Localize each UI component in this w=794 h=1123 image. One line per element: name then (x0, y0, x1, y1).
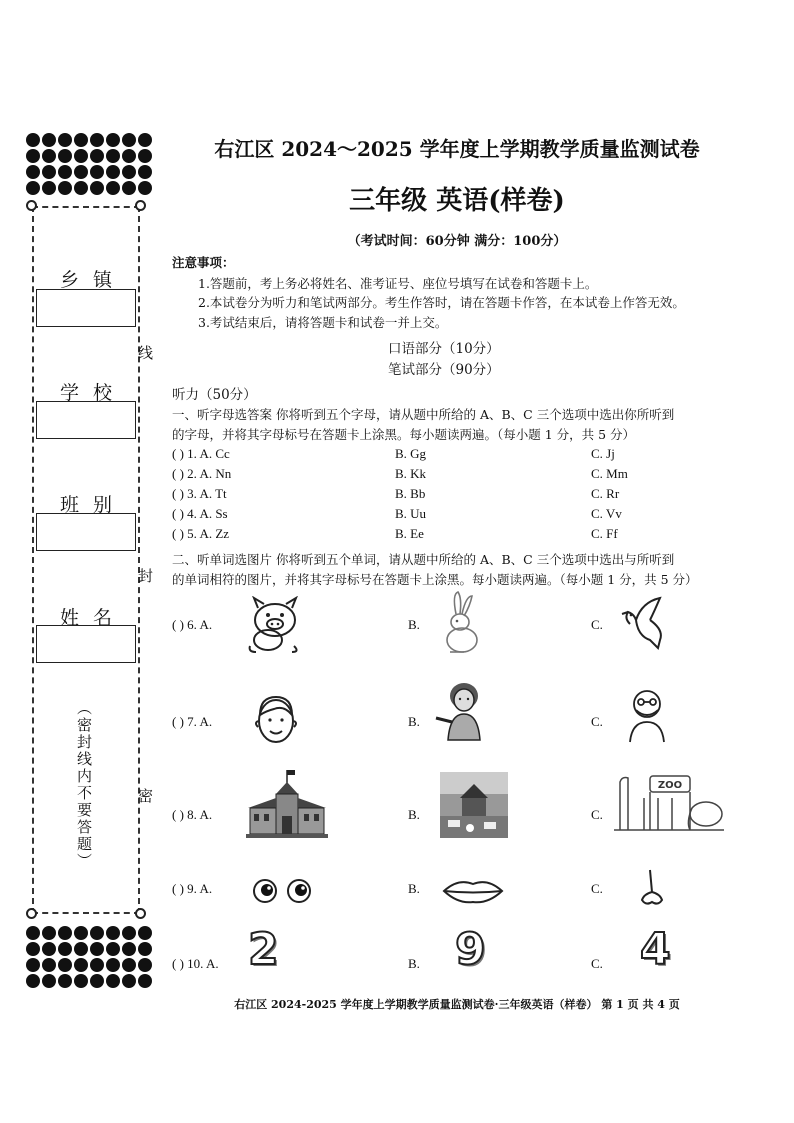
notice-item: 1.答题前，考上务必将姓名、准考证号、座位号填写在试卷和答题卡上。 (198, 276, 598, 291)
binding-dot (90, 974, 104, 988)
option-c: C. (591, 714, 603, 729)
question-5: ( ) 5. A. Zz (172, 526, 230, 541)
rabbit-picture (438, 590, 484, 656)
binding-dot (42, 165, 56, 179)
option-b: B. Uu (395, 506, 427, 521)
class-field[interactable] (36, 513, 136, 551)
question-6: ( ) 6. A. (172, 617, 213, 632)
binding-dot (58, 958, 72, 972)
binding-dot (122, 181, 136, 195)
eyes-picture (250, 876, 314, 906)
seal-ring (135, 908, 146, 919)
name-field[interactable] (36, 625, 136, 663)
binding-dot (106, 942, 120, 956)
binding-dot (42, 974, 56, 988)
binding-dot (106, 958, 120, 972)
listening-heading: 听力（50分） (172, 387, 257, 403)
written-part-label: 笔试部分（90分） (388, 362, 500, 378)
zoo-picture (614, 772, 724, 834)
question-8: ( ) 8. A. (172, 807, 213, 822)
exam-title: 右江区 2024～2025 学年度上学期教学质量监测试卷 (214, 137, 700, 161)
binding-dot (58, 133, 72, 147)
number-image-b: 9 (455, 924, 486, 975)
binding-dot (42, 942, 56, 956)
seal-ring (135, 200, 146, 211)
binding-dot (26, 165, 40, 179)
pig-picture (244, 596, 306, 654)
field-label-township: 乡镇 (59, 269, 126, 291)
binding-dot (106, 181, 120, 195)
seal-char-seal: 封 (138, 567, 154, 585)
binding-dot (58, 181, 72, 195)
binding-dot (26, 926, 40, 940)
field-label-school: 学校 (59, 382, 126, 404)
binding-dot (74, 958, 88, 972)
school-picture (246, 768, 328, 840)
binding-dot (58, 974, 72, 988)
binding-dot (122, 958, 136, 972)
binding-dot (138, 181, 152, 195)
seal-char-line: 线 (138, 344, 154, 362)
binding-dot (58, 149, 72, 163)
binding-dot (42, 149, 56, 163)
binding-dot (122, 942, 136, 956)
option-b: B. Gg (395, 446, 427, 461)
section1-instructions: 一、听字母选答案 你将听到五个字母，请从题中所给的 A、B、C 三个选项中选出你所听到 (172, 407, 675, 422)
binding-dot (106, 926, 120, 940)
oral-part-label: 口语部分（10分） (388, 341, 500, 357)
option-b: B. Ee (395, 526, 424, 541)
boy-face-picture (252, 691, 300, 747)
binding-dot (26, 133, 40, 147)
exam-subtitle: 三年级 英语(样卷) (349, 186, 565, 216)
farm-picture (440, 772, 508, 838)
question-10: ( ) 10. A. (172, 956, 219, 971)
binding-dot (74, 942, 88, 956)
binding-dot (138, 974, 152, 988)
binding-dot (26, 181, 40, 195)
notice-heading: 注意事项： (172, 255, 235, 270)
binding-dot (58, 942, 72, 956)
question-1: ( ) 1. A. Cc (172, 446, 230, 461)
binding-dot (42, 958, 56, 972)
option-c: C. Mm (591, 466, 628, 481)
notice-item: 2.本试卷分为听力和笔试两部分。考生作答时，请在答题卡作答，在本试卷上作答无效。 (198, 295, 685, 310)
seal-warning: （密封线内不要答题） (75, 700, 93, 870)
binding-dot (90, 942, 104, 956)
mouth-picture (442, 878, 504, 904)
option-c: C. Rr (591, 486, 620, 501)
binding-dot (74, 133, 88, 147)
option-c: C. (591, 881, 603, 896)
binding-dot (138, 133, 152, 147)
option-c: C. (591, 807, 603, 822)
seal-char-secret: 密 (138, 787, 154, 805)
township-field[interactable] (36, 289, 136, 327)
option-b: B. (408, 617, 420, 632)
binding-dot (106, 149, 120, 163)
old-man-picture (622, 684, 672, 744)
section1-instructions: 的字母，并将其字母标号在答题卡上涂黑。每小题读两遍。（每小题 1 分，共 5 分） (172, 427, 636, 442)
binding-dot (74, 974, 88, 988)
option-b: B. (408, 714, 420, 729)
option-b: B. (408, 956, 420, 971)
binding-dots-top (26, 133, 150, 195)
option-c: C. Vv (591, 506, 622, 521)
exam-info: （考试时间：60分钟 满分：100分） (347, 234, 567, 249)
field-label-name: 姓名 (59, 607, 126, 629)
option-b: B. (408, 807, 420, 822)
woman-picture (430, 680, 494, 744)
option-b: B. Bb (395, 486, 426, 501)
section2-instructions: 二、听单词选图片 你将听到五个单词，请从题中所给的 A、B、C 三个选项中选出与所听到 (172, 552, 675, 567)
seal-ring (26, 200, 37, 211)
nose-picture (634, 868, 670, 908)
school-field[interactable] (36, 401, 136, 439)
binding-dot (26, 149, 40, 163)
binding-dot (74, 926, 88, 940)
page-footer: 右江区 2024-2025 学年度上学期教学质量监测试卷·三年级英语（样卷） 第 1 页 共 4 页 (234, 998, 680, 1011)
binding-dot (74, 149, 88, 163)
binding-dot (122, 149, 136, 163)
binding-dot (26, 974, 40, 988)
number-image-c: 4 (640, 924, 671, 975)
question-9: ( ) 9. A. (172, 881, 213, 896)
binding-dot (138, 942, 152, 956)
binding-dot (138, 149, 152, 163)
question-7: ( ) 7. A. (172, 714, 213, 729)
binding-dot (122, 165, 136, 179)
binding-dot (90, 181, 104, 195)
binding-dot (90, 926, 104, 940)
binding-dot (106, 165, 120, 179)
section2-instructions: 的单词相符的图片，并将其字母标号在答题卡上涂黑。每小题读两遍。（每小题 1 分，共 5 分） (172, 572, 698, 587)
option-b: B. (408, 881, 420, 896)
binding-dot (122, 974, 136, 988)
option-c: C. Ff (591, 526, 618, 541)
binding-dot (138, 165, 152, 179)
binding-dot (58, 926, 72, 940)
binding-dot (74, 181, 88, 195)
binding-dot (42, 181, 56, 195)
seal-ring (26, 908, 37, 919)
binding-dot (42, 926, 56, 940)
binding-dot (106, 974, 120, 988)
binding-dot (42, 133, 56, 147)
option-c: C. (591, 956, 603, 971)
binding-dot (122, 133, 136, 147)
bird-picture (620, 596, 672, 652)
binding-dot (90, 133, 104, 147)
question-2: ( ) 2. A. Nn (172, 466, 232, 481)
option-c: C. Jj (591, 446, 615, 461)
binding-dot (106, 133, 120, 147)
binding-dots-bottom (26, 926, 150, 988)
binding-dot (26, 942, 40, 956)
option-b: B. Kk (395, 466, 427, 481)
binding-dot (26, 958, 40, 972)
field-label-class: 班别 (59, 494, 126, 516)
svg-text:ZOO: ZOO (657, 780, 683, 791)
notice-item: 3.考试结束后，请将答题卡和试卷一并上交。 (198, 315, 448, 330)
number-image-a: 2 (248, 924, 279, 975)
option-c: C. (591, 617, 603, 632)
binding-dot (122, 926, 136, 940)
binding-dot (90, 165, 104, 179)
binding-dot (90, 958, 104, 972)
binding-dot (58, 165, 72, 179)
question-3: ( ) 3. A. Tt (172, 486, 227, 501)
binding-dot (138, 926, 152, 940)
binding-dot (90, 149, 104, 163)
binding-dot (138, 958, 152, 972)
question-4: ( ) 4. A. Ss (172, 506, 228, 521)
binding-dot (74, 165, 88, 179)
